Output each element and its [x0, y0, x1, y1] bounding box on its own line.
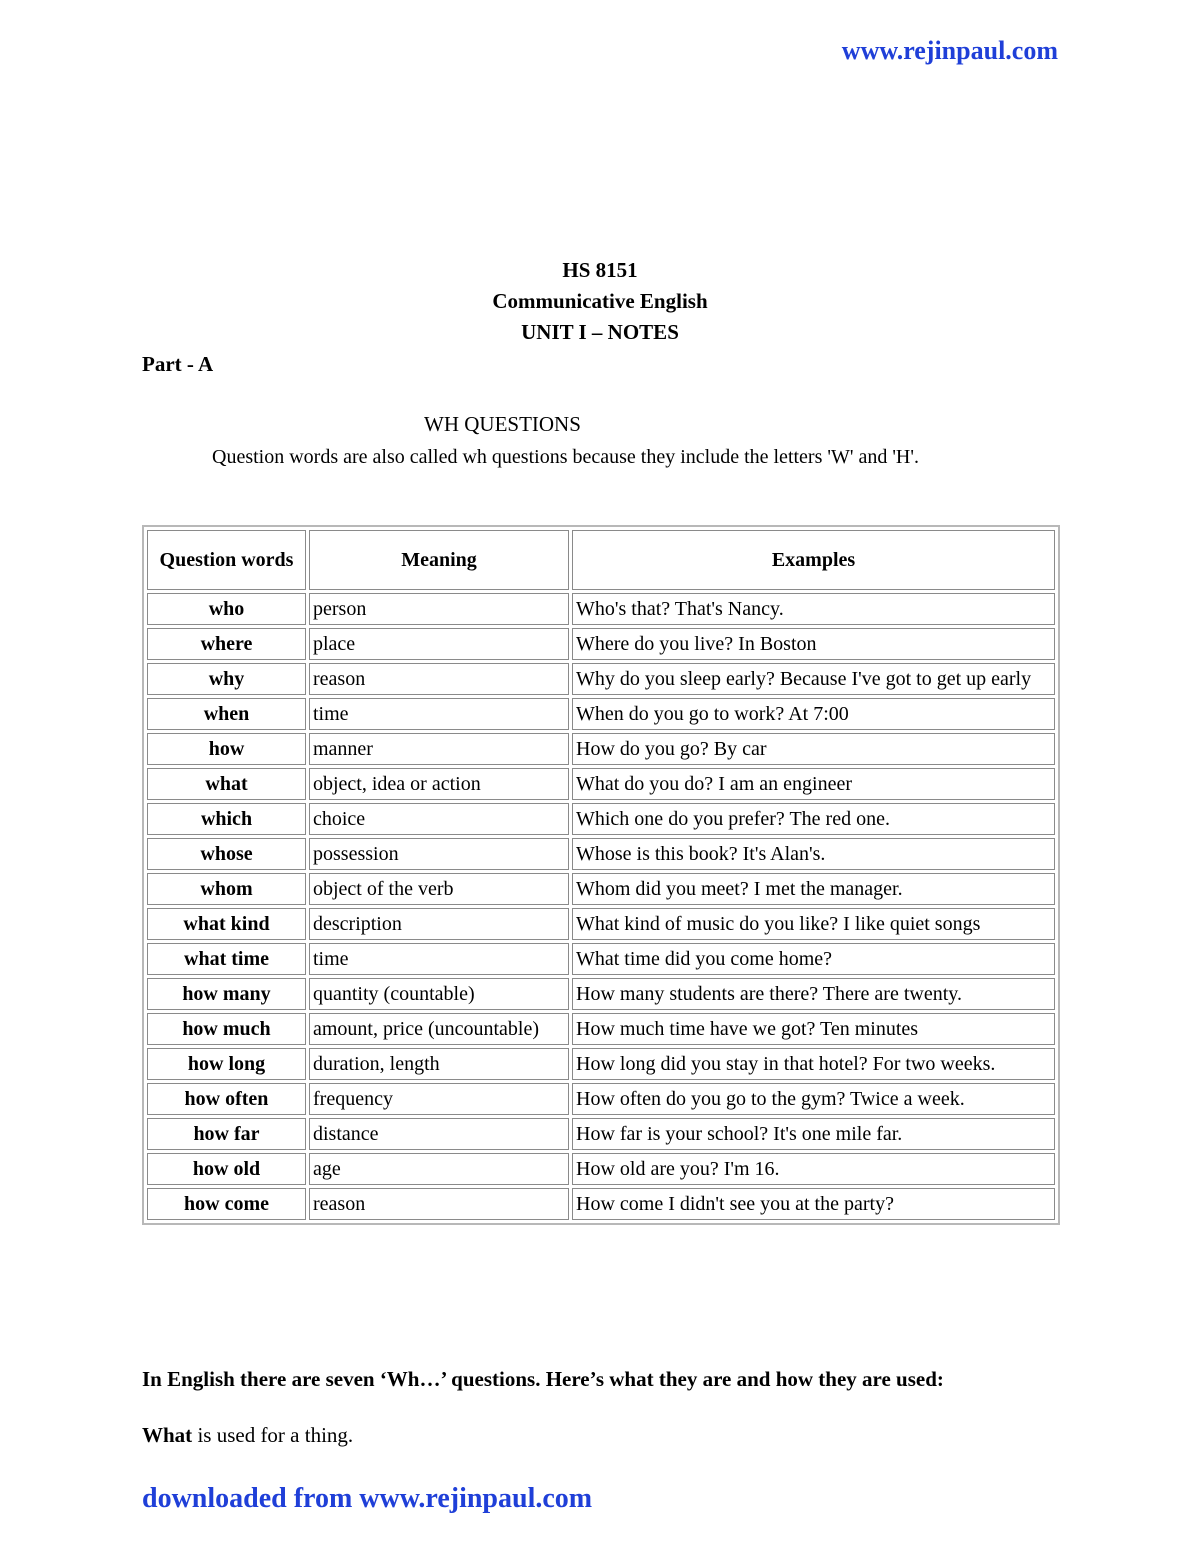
cell-example: How do you go? By car: [572, 733, 1055, 765]
what-usage-text: is used for a thing.: [192, 1423, 354, 1447]
cell-example: How much time have we got? Ten minutes: [572, 1013, 1055, 1045]
cell-word: how much: [147, 1013, 306, 1045]
cell-meaning: manner: [309, 733, 569, 765]
cell-meaning: possession: [309, 838, 569, 870]
cell-example: How long did you stay in that hotel? For two weeks.: [572, 1048, 1055, 1080]
header-question-words: Question words: [147, 530, 306, 590]
table-row: [147, 1118, 1055, 1150]
cell-word: why: [147, 663, 306, 695]
cell-meaning: description: [309, 908, 569, 940]
cell-word: whom: [147, 873, 306, 905]
cell-meaning: reason: [309, 1188, 569, 1220]
wh-questions-table: [142, 525, 1060, 1225]
seven-wh-paragraph: In English there are seven ‘Wh…’ questions. Here’s what they are and how they are used:: [142, 1367, 944, 1391]
table-row: [147, 593, 1055, 625]
cell-word: how old: [147, 1153, 306, 1185]
cell-meaning: object, idea or action: [309, 768, 569, 800]
cell-meaning: object of the verb: [309, 873, 569, 905]
cell-meaning: place: [309, 628, 569, 660]
table-row: [147, 768, 1055, 800]
cell-word: how come: [147, 1188, 306, 1220]
cell-meaning: time: [309, 943, 569, 975]
table-row: [147, 873, 1055, 905]
table-row: [147, 803, 1055, 835]
cell-word: how long: [147, 1048, 306, 1080]
cell-meaning: frequency: [309, 1083, 569, 1115]
cell-example: What do you do? I am an engineer: [572, 768, 1055, 800]
cell-meaning: quantity (countable): [309, 978, 569, 1010]
table-body: [147, 593, 1055, 1220]
table-header-row: [147, 530, 1055, 590]
cell-example: How old are you? I'm 16.: [572, 1153, 1055, 1185]
header-examples: Examples: [572, 530, 1055, 590]
cell-word: how often: [147, 1083, 306, 1115]
cell-example: How many students are there? There are twenty.: [572, 978, 1055, 1010]
cell-word: whose: [147, 838, 306, 870]
cell-meaning: amount, price (uncountable): [309, 1013, 569, 1045]
table-row: [147, 1083, 1055, 1115]
table-row: [147, 978, 1055, 1010]
cell-example: What time did you come home?: [572, 943, 1055, 975]
cell-word: which: [147, 803, 306, 835]
cell-example: What kind of music do you like? I like quiet songs: [572, 908, 1055, 940]
table-row: [147, 733, 1055, 765]
cell-example: Who's that? That's Nancy.: [572, 593, 1055, 625]
cell-example: When do you go to work? At 7:00: [572, 698, 1055, 730]
cell-example: How far is your school? It's one mile far.: [572, 1118, 1055, 1150]
cell-word: how: [147, 733, 306, 765]
cell-example: Why do you sleep early? Because I've got to get up early: [572, 663, 1055, 695]
table-row: [147, 943, 1055, 975]
what-usage-paragraph: [142, 1423, 353, 1448]
section-title: WH QUESTIONS: [424, 412, 581, 436]
cell-word: what time: [147, 943, 306, 975]
table-row: [147, 663, 1055, 695]
cell-meaning: reason: [309, 663, 569, 695]
site-link-header[interactable]: www.rejinpaul.com: [841, 36, 1058, 65]
table-row: [147, 1188, 1055, 1220]
cell-meaning: distance: [309, 1118, 569, 1150]
table-row: [147, 1013, 1055, 1045]
cell-meaning: age: [309, 1153, 569, 1185]
cell-meaning: person: [309, 593, 569, 625]
cell-example: Where do you live? In Boston: [572, 628, 1055, 660]
course-code: HS 8151: [562, 258, 638, 282]
part-label: Part - A: [142, 352, 214, 376]
cell-example: How often do you go to the gym? Twice a week.: [572, 1083, 1055, 1115]
cell-meaning: choice: [309, 803, 569, 835]
header-meaning: Meaning: [309, 530, 569, 590]
table-row: [147, 698, 1055, 730]
cell-word: what kind: [147, 908, 306, 940]
cell-example: Whom did you meet? I met the manager.: [572, 873, 1055, 905]
cell-example: Whose is this book? It's Alan's.: [572, 838, 1055, 870]
unit-title: UNIT I – NOTES: [521, 320, 679, 344]
table-row: [147, 838, 1055, 870]
cell-word: what: [147, 768, 306, 800]
table-row: [147, 1048, 1055, 1080]
cell-meaning: duration, length: [309, 1048, 569, 1080]
cell-word: who: [147, 593, 306, 625]
table-row: [147, 628, 1055, 660]
cell-example: How come I didn't see you at the party?: [572, 1188, 1055, 1220]
table-row: [147, 908, 1055, 940]
cell-example: Which one do you prefer? The red one.: [572, 803, 1055, 835]
cell-word: where: [147, 628, 306, 660]
cell-word: how many: [147, 978, 306, 1010]
cell-word: how far: [147, 1118, 306, 1150]
cell-word: when: [147, 698, 306, 730]
footer-download-link[interactable]: downloaded from www.rejinpaul.com: [142, 1483, 593, 1514]
course-name: Communicative English: [492, 289, 708, 313]
table-row: [147, 1153, 1055, 1185]
what-keyword: What: [142, 1423, 193, 1447]
cell-meaning: time: [309, 698, 569, 730]
section-intro: Question words are also called wh questions because they include the letters 'W' and 'H'.: [212, 446, 919, 468]
